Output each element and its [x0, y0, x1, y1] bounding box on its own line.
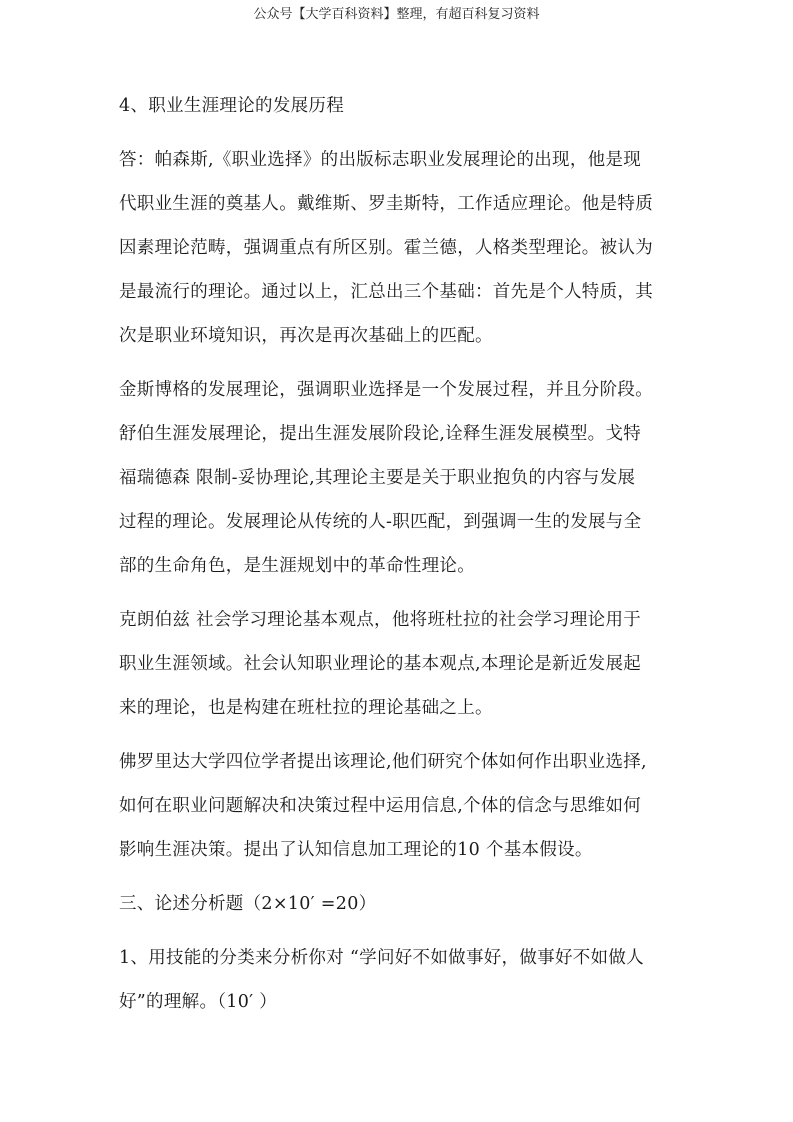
text-line: 金斯博格的发展理论，强调职业选择是一个发展过程，并且分阶段。 [119, 380, 653, 400]
text-line: 福瑞德森 限制-妥协理论,其理论主要是关于职业抱负的内容与发展 [119, 468, 636, 488]
text-line: 来的理论，也是构建在班杜拉的理论基础之上。 [119, 698, 493, 718]
text-line: 舒伯生涯发展理论，提出生涯发展阶段论,诠释生涯发展模型。戈特 [119, 424, 642, 444]
section-heading [119, 882, 684, 926]
text-line: 答：帕森斯,《职业选择》的出版标志职业发展理论的出现，他是现 [119, 150, 642, 170]
text-line: 过程的理论。发展理论从传统的人-职匹配，到强调一生的发展与全 [119, 512, 642, 532]
text-line: 职业生涯领域。社会认知职业理论的基本观点,本理论是新近发展起 [119, 654, 642, 674]
text-line: 影响生涯决策。提出了认知信息加工理论的10 个基本假设。 [119, 840, 593, 860]
text-line: 如何在职业问题解决和决策过程中运用信息,个体的信念与思维如何 [119, 796, 642, 816]
cognitive-info-paragraph [119, 740, 684, 872]
text-line: 好”的理解。（10′ ） [119, 992, 278, 1012]
text-line: 三、论述分析题（2×10′ =20） [119, 894, 377, 914]
text-line: 部的生命角色，是生涯规划中的革命性理论。 [119, 556, 475, 576]
question-paragraph [119, 936, 684, 1024]
development-theory-paragraph [119, 368, 684, 588]
social-learning-paragraph [119, 598, 684, 730]
text-line: 1、用技能的分类来分析你对 “学问好不如做事好，做事好不如做人 [119, 948, 644, 968]
answer-paragraph [119, 138, 684, 358]
text-line: 克朗伯兹 社会学习理论基本观点，他将班杜拉的社会学习理论用于 [119, 610, 642, 630]
text-line: 代职业生涯的奠基人。戴维斯、罗圭斯特，工作适应理论。他是特质 [119, 194, 653, 214]
section-heading [119, 84, 684, 128]
page-header: 公众号【大学百科资料】整理，有超百科复习资料 [253, 7, 540, 22]
text-line: 4、职业生涯理论的发展历程 [119, 96, 345, 116]
text-line: 因素理论范畴，强调重点有所区别。霍兰德，人格类型理论。被认为 [119, 238, 653, 258]
text-line: 佛罗里达大学四位学者提出该理论,他们研究个体如何作出职业选择, [119, 752, 647, 772]
text-line: 是最流行的理论。通过以上，汇总出三个基础：首先是个人特质，其 [119, 282, 653, 302]
text-line: 次是职业环境知识，再次是再次基础上的匹配。 [119, 326, 493, 346]
document-body [119, 84, 684, 1034]
